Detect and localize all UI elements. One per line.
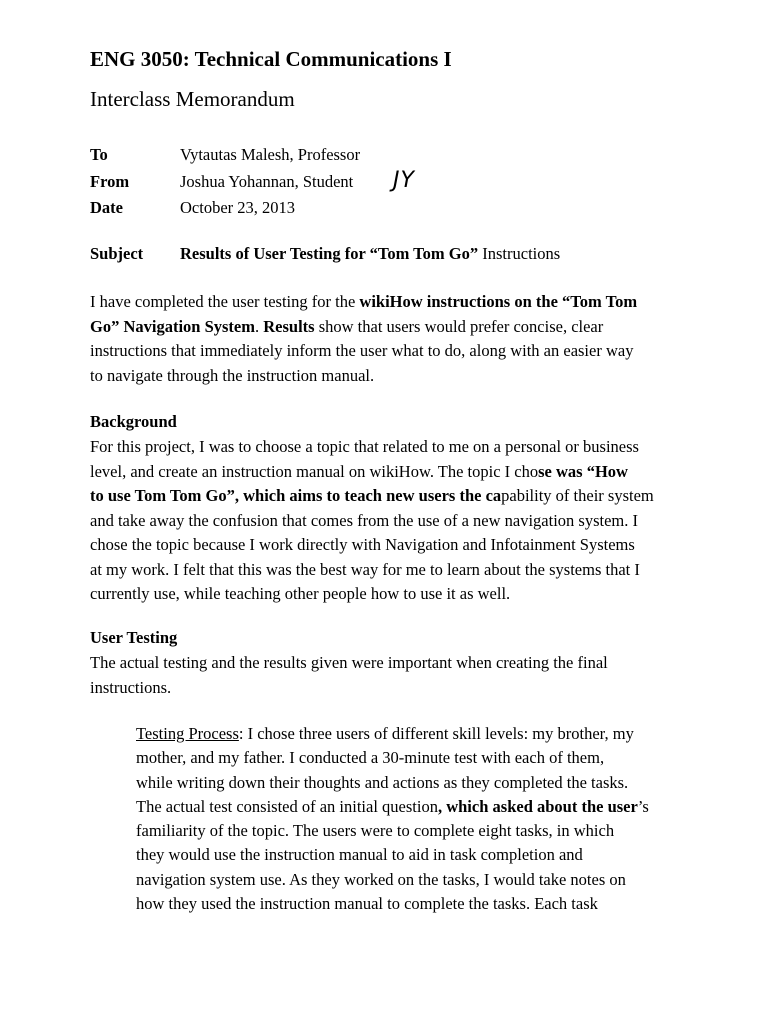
to-label: To: [90, 145, 108, 164]
background-line-7: currently use, while teaching other people how to use it as well.: [90, 584, 511, 603]
subject-value-rest: Instructions: [478, 244, 561, 263]
from-label: From: [90, 172, 130, 191]
testing-process-line-4: [136, 795, 686, 819]
user-testing-heading: User Testing: [90, 628, 178, 647]
background-line-4: and take away the confusion that comes from the use of a new navigation system. I: [90, 510, 639, 530]
background-line-2: [90, 460, 680, 485]
to-value: Vytautas Malesh, Professor: [180, 145, 361, 164]
testing-process-line-4-a: The actual test consisted of an initial question: [136, 796, 438, 816]
user-testing-line-2: instructions.: [90, 677, 172, 697]
intro-line-2-d: show that users would prefer concise, clear: [314, 316, 604, 336]
intro-line-2-a: Go” Navigation System: [90, 316, 255, 336]
testing-process-line-4-b: , which asked about the user: [437, 796, 638, 816]
background-heading: Background: [90, 412, 177, 431]
intro-line-4: to navigate through the instruction manual.: [90, 365, 375, 385]
background-line-6: at my work. I felt that this was the best way for me to learn about the systems that I: [90, 559, 640, 579]
background-line-3: [90, 484, 680, 509]
background-line-3-a: to use Tom Tom Go”, which aims to teach new users the ca: [90, 486, 502, 505]
background-paragraph: [90, 435, 680, 607]
intro-line-3: instructions that immediately inform the user what to do, along with an easier way: [90, 341, 634, 360]
testing-process-line-7: navigation system use. As they worked on the tasks, I would take notes on: [136, 869, 626, 889]
testing-process-line-3: while writing down their thoughts and actions as they completed the tasks.: [136, 772, 629, 792]
testing-process-line-4-c: ’s: [637, 796, 649, 816]
testing-process-line-2: mother, and my father. I conducted a 30-minute test with each of them,: [136, 748, 605, 768]
subject-value: [180, 244, 560, 264]
testing-process-paragraph: [136, 722, 686, 916]
background-line-1: For this project, I was to choose a topic that related to me on a personal or business: [90, 437, 639, 456]
from-value: Joshua Yohannan, Student: [180, 172, 354, 191]
testing-process-line-8: how they used the instruction manual to complete the tasks. Each task: [136, 894, 598, 914]
intro-line-1-a: I have completed the user testing for the: [90, 292, 360, 311]
intro-line-2: [90, 315, 680, 340]
course-title: ENG 3050: Technical Communications I: [90, 47, 452, 71]
testing-process-line-1-text: : I chose three users of different skill levels: my brother, my: [238, 724, 634, 743]
date-label: Date: [90, 198, 123, 217]
testing-process-line-6: they would use the instruction manual to aid in task completion and: [136, 845, 583, 865]
testing-process-line-5: familiarity of the topic. The users were to complete eight tasks, in which: [136, 821, 615, 841]
subject-value-bold: Results of User Testing for “Tom Tom Go”: [180, 244, 479, 263]
author-initials: JY: [393, 168, 415, 193]
intro-line-1: [90, 290, 680, 315]
date-value: October 23, 2013: [180, 198, 296, 217]
user-testing-paragraph: [90, 651, 680, 700]
intro-line-1-b: wikiHow instructions on the “Tom Tom: [359, 292, 638, 311]
intro-paragraph: [90, 290, 680, 388]
subject-label: Subject: [90, 244, 144, 263]
background-line-3-b: pability of their system: [501, 486, 654, 505]
testing-process-label: Testing Process: [136, 724, 239, 743]
intro-line-2-c: Results: [263, 316, 315, 336]
background-line-5: chose the topic because I work directly with Navigation and Infotainment Systems: [90, 535, 635, 554]
background-line-2-b: se was “How: [538, 461, 628, 481]
background-line-2-a: level, and create an instruction manual on wikiHow. The topic I cho: [90, 461, 539, 481]
memo-type: Interclass Memorandum: [90, 87, 295, 111]
intro-line-2-b: .: [255, 316, 264, 336]
user-testing-line-1: The actual testing and the results given were important when creating the final: [90, 653, 608, 672]
testing-process-line-1: [136, 722, 686, 746]
